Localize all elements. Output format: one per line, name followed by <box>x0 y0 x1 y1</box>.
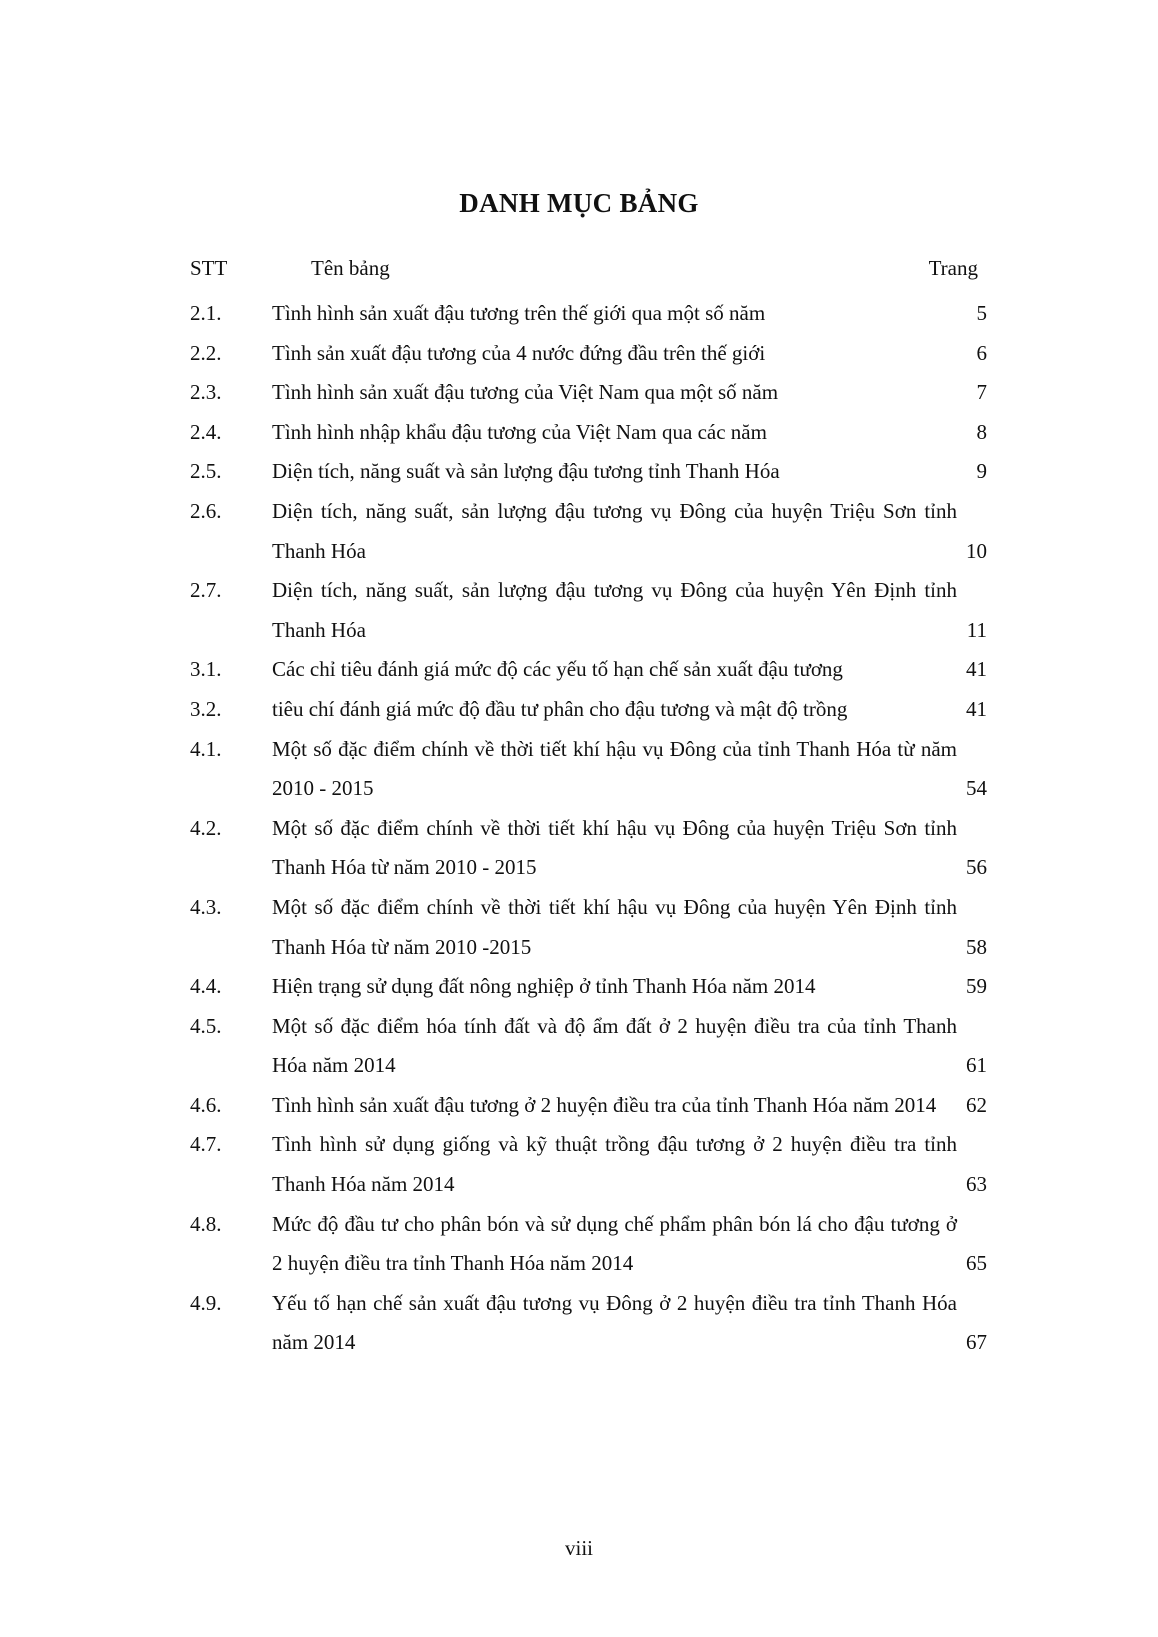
page-number: viii <box>564 1536 593 1560</box>
entry-number: 2.4. <box>190 419 222 444</box>
entry-page: 54 <box>966 776 987 801</box>
entry-number: 2.6. <box>190 498 222 523</box>
list-item <box>0 452 1158 492</box>
list-item <box>0 373 1158 413</box>
entry-page: 62 <box>966 1092 987 1117</box>
entry-number: 4.6. <box>190 1092 222 1117</box>
entry-title: Tình hình nhập khẩu đậu tương của Việt Nam qua các năm <box>272 419 767 444</box>
entry-title: Yếu tố hạn chế sản xuất đậu tương vụ Đông ở 2 huyện điều tra tỉnh Thanh Hóa năm 2014 <box>272 1290 957 1355</box>
entry-number: 2.5. <box>190 459 222 484</box>
entry-title: Tình hình sử dụng giống và kỹ thuật trồng đậu tương ở 2 huyện điều tra tỉnh Thanh Hóa năm 2014 <box>272 1132 957 1197</box>
entry-title: Một số đặc điểm chính về thời tiết khí hậu vụ Đông của huyện Triệu Sơn tỉnh Thanh Hóa từ năm 2010 - 2015 <box>272 815 957 880</box>
entry-title: Các chỉ tiêu đánh giá mức độ các yếu tố hạn chế sản xuất đậu tương <box>272 657 843 682</box>
entry-title: Một số đặc điểm chính về thời tiết khí hậu vụ Đông của huyện Yên Định tỉnh Thanh Hóa từ năm 2010 -2015 <box>272 894 957 959</box>
entry-title: Một số đặc điểm hóa tính đất và độ ẩm đất ở 2 huyện điều tra của tỉnh Thanh Hóa năm 2014 <box>272 1013 957 1078</box>
entry-page: 7 <box>976 380 987 405</box>
entry-page: 10 <box>966 538 987 563</box>
column-header-name: Tên bảng <box>311 256 390 280</box>
entry-title: Tình hình sản xuất đậu tương ở 2 huyện điều tra của tỉnh Thanh Hóa năm 2014 <box>272 1092 937 1117</box>
entry-page: 59 <box>966 974 987 999</box>
entry-title: tiêu chí đánh giá mức độ đầu tư phân cho đậu tương và mật độ trồng <box>272 696 848 721</box>
column-header-stt: STT <box>190 256 228 280</box>
entry-title: Diện tích, năng suất, sản lượng đậu tương vụ Đông của huyện Yên Định tỉnh Thanh Hóa <box>272 578 957 642</box>
entry-page: 41 <box>966 696 987 721</box>
list-item <box>0 413 1158 453</box>
entry-page: 8 <box>976 419 987 444</box>
entry-number: 4.2. <box>190 815 222 840</box>
entry-page: 65 <box>966 1251 987 1276</box>
entry-page: 61 <box>966 1053 987 1078</box>
list-item <box>0 1086 1158 1126</box>
entry-title: Tình hình sản xuất đậu tương trên thế giới qua một số năm <box>272 301 766 325</box>
entry-number: 3.2. <box>190 696 222 721</box>
entry-number: 4.3. <box>190 894 222 919</box>
list-item <box>0 1007 1158 1086</box>
entry-title: Hiện trạng sử dụng đất nông nghiệp ở tỉnh Thanh Hóa năm 2014 <box>272 974 816 999</box>
entry-number: 2.3. <box>190 380 222 405</box>
entry-page: 63 <box>966 1172 987 1197</box>
entry-title: Tình sản xuất đậu tương của 4 nước đứng đầu trên thế giới <box>272 340 766 365</box>
entry-number: 2.7. <box>190 578 222 603</box>
entry-page: 5 <box>976 301 987 325</box>
list-item <box>0 1125 1158 1204</box>
entry-title: Diện tích, năng suất, sản lượng đậu tương vụ Đông của huyện Triệu Sơn tỉnh Thanh Hóa <box>272 498 957 563</box>
list-item <box>0 730 1158 809</box>
list-item <box>0 690 1158 730</box>
list-item <box>0 1284 1158 1363</box>
entry-page: 11 <box>966 617 987 642</box>
entry-title: Tình hình sản xuất đậu tương của Việt Nam qua một số năm <box>272 380 779 405</box>
entry-page: 58 <box>966 934 987 959</box>
list-item <box>0 888 1158 967</box>
list-item <box>0 1205 1158 1284</box>
entry-number: 3.1. <box>190 657 222 682</box>
entry-title: Diện tích, năng suất và sản lượng đậu tương tỉnh Thanh Hóa <box>272 459 780 484</box>
list-item <box>0 650 1158 690</box>
list-item <box>0 967 1158 1007</box>
entry-page: 67 <box>966 1330 987 1355</box>
entry-number: 4.1. <box>190 736 222 761</box>
entry-number: 2.2. <box>190 340 222 365</box>
list-item <box>0 294 1158 334</box>
entry-number: 4.5. <box>190 1013 222 1038</box>
entry-page: 9 <box>976 459 987 484</box>
list-item <box>0 809 1158 888</box>
entry-number: 4.7. <box>190 1132 222 1157</box>
list-item <box>0 571 1158 650</box>
entry-title: Mức độ đầu tư cho phân bón và sử dụng chế phẩm phân bón lá cho đậu tương ở 2 huyện điều tra tỉnh Thanh Hóa năm 2014 <box>272 1211 957 1276</box>
entry-number: 4.9. <box>190 1290 222 1315</box>
entry-number: 2.1. <box>190 301 222 325</box>
table-list <box>0 294 1158 1363</box>
entry-page: 41 <box>966 657 987 682</box>
entry-title: Một số đặc điểm chính về thời tiết khí hậu vụ Đông của tỉnh Thanh Hóa từ năm 2010 - 2015 <box>272 736 957 801</box>
entry-number: 4.8. <box>190 1211 222 1236</box>
list-item <box>0 334 1158 374</box>
page-title: DANH MỤC BẢNG <box>459 188 699 218</box>
list-item <box>0 492 1158 571</box>
entry-page: 6 <box>976 340 987 365</box>
entry-page: 56 <box>966 855 987 880</box>
entry-number: 4.4. <box>190 974 222 999</box>
column-header-page: Trang <box>928 256 978 280</box>
